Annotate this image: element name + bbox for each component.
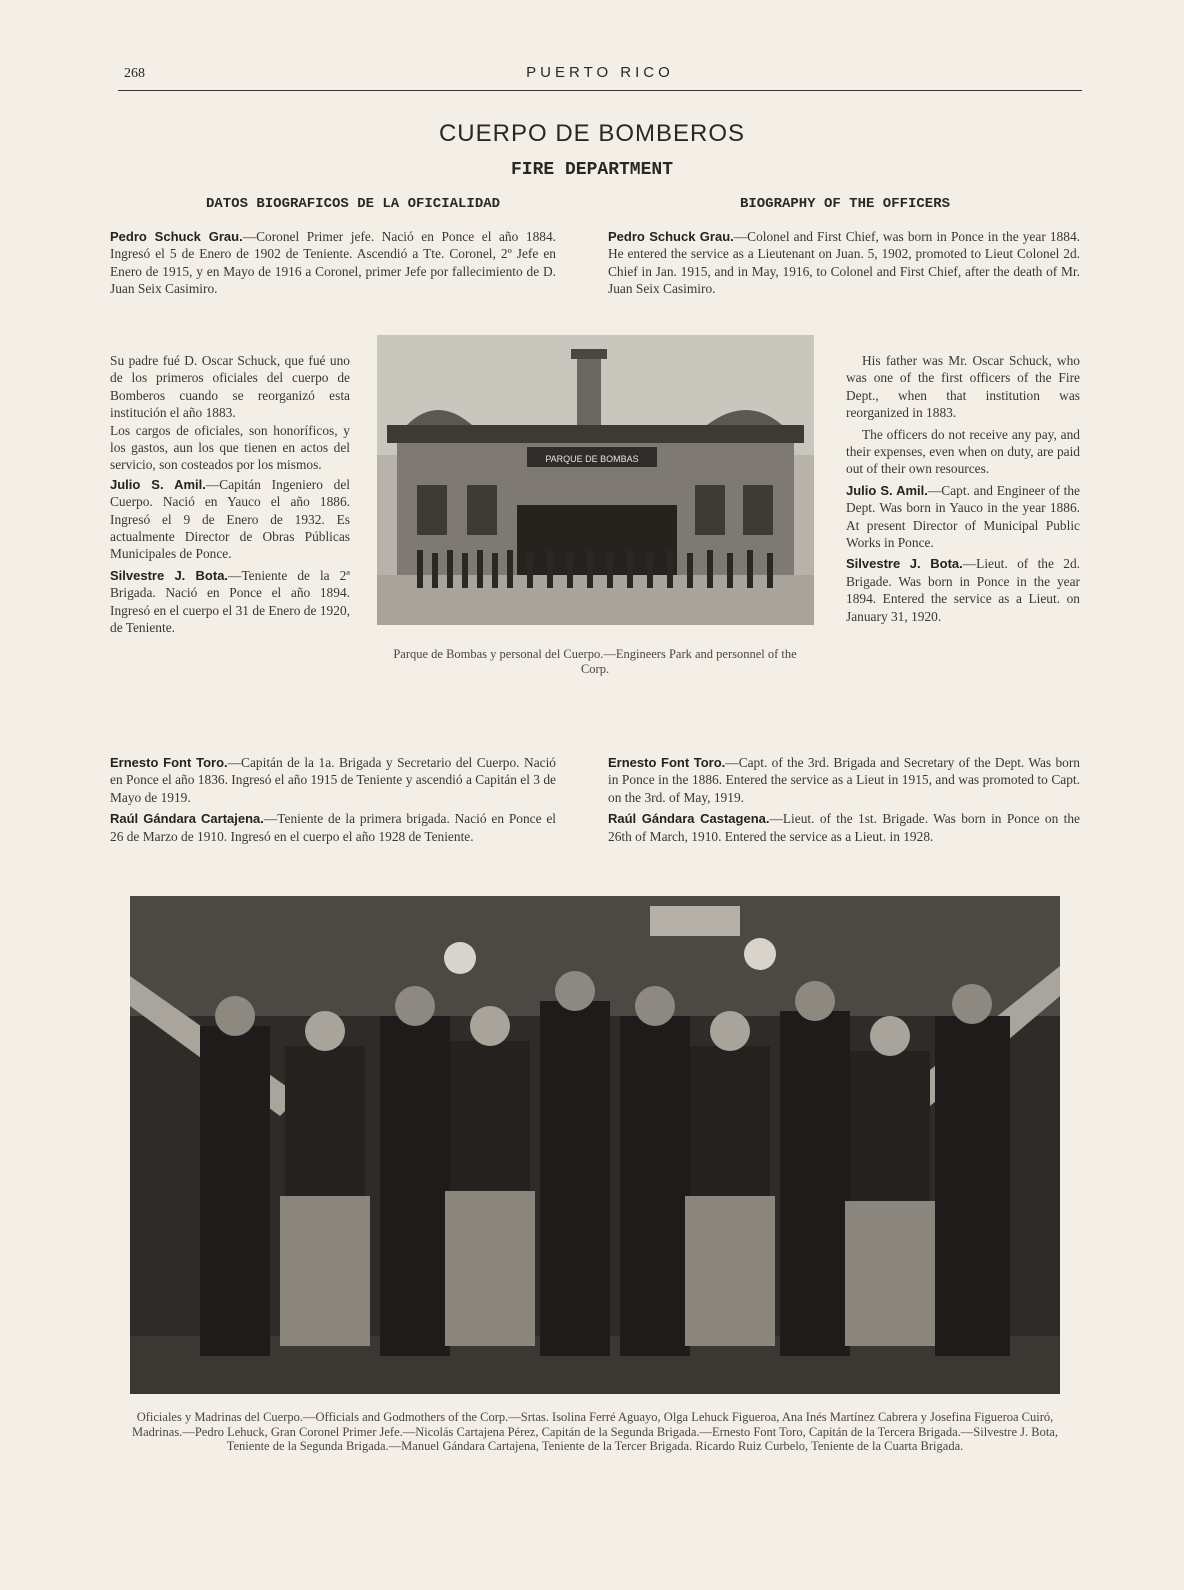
bio-es-schuck-top — [110, 228, 556, 298]
spanish-heading: DATOS BIOGRAFICOS DE LA OFICIALIDAD — [205, 196, 501, 212]
bio-es-schuck-text: —Coronel Primer jefe. Nació en Ponce el año 1884. Ingresó el 5 de Enero de 1902 de Teniente. Ascendió a Tte. Coronel, 2º Jefe en Enero de 1915, y en Mayo de 1916 a Coronel, primer Jefe por fallecimiento de D. Juan Seix Casimiro. — [110, 229, 556, 297]
officials-group-caption: Oficiales y Madrinas del Cuerpo.—Officials and Godmothers of the Corp.—Srtas. Isolina Ferré Aguayo, Olga Lehuck Figueroa, Ana Inés Martínez Cabrera y Josefina Figueroa Cuiró, Madrinas.—Pedro Lehuck, Gran Coronel Primer Jefe.—Nicolás Cartajena Pérez, Capitán de la Segunda Brigada.—Ernesto Font Toro, Capitán de la Tercera Brigada.—Silvestre J. Bota, Teniente de la Segunda Brigada.—Manuel Gándara Cartajena, Teniente de la Tercer Brigada. Ricardo Ruiz Curbelo, Teniente de la Cuarta Brigada. — [131, 1410, 1058, 1453]
article-subtitle: FIRE DEPARTMENT — [510, 160, 674, 180]
bio-es-gandara-name: Raúl Gándara Cartajena. — [110, 811, 264, 827]
running-head — [118, 62, 1082, 91]
bio-es-gandara-text: —Teniente de la primera brigada. Nació en Ponce el 26 de Marzo de 1910. Ingresó en el cuerpo el año 1928 de Teniente. — [110, 811, 556, 844]
bio-en-bota-text: —Lieut. of the 2d. Brigade. Was born in Ponce in the year 1894. Entered the service as a Lieut. on January 31, 1920. — [846, 556, 1080, 624]
page-number: 268 — [124, 66, 145, 81]
fire-station-caption: Parque de Bombas y personal del Cuerpo.—Engineers Park and personnel of the Corp. — [393, 647, 797, 676]
bio-en-schuck-name: Pedro Schuck Grau. — [608, 229, 734, 244]
bio-es-bota-text: —Teniente de la 2ª Brigada. Nació en Ponce el año 1894. Ingresó en el cuerpo el 31 de Enero de 1920, de Teniente. — [110, 567, 350, 636]
bio-es-amil-name: Julio S. Amil. — [110, 476, 206, 492]
bio-es-amil-text: —Capitán Ingeniero del Cuerpo. Nació en Yauco el año 1886. Ingresó el 9 de Enero de 1932. Es actualmente Director de Obras Públicas Municipales de Ponce. — [110, 476, 350, 562]
bio-en-right-narrow — [846, 298, 1080, 625]
bio-en-font-text: —Capt. of the 3rd. Brigada and Secretary of the Dept. Was born in Ponce in the 1886. Entered the service as a Lieut in 1915, and was promoted to Capt. on the 3rd. of May, 1919. — [608, 755, 1080, 805]
bio-es-lower — [110, 754, 556, 845]
bio-en-gandara-name: Raúl Gándara Castagena. — [608, 811, 770, 827]
bio-en-gandara-text: —Lieut. of the 1st. Brigade. Was born in Ponce on the 26th of March, 1910. Entered the service as a Lieut. in 1928. — [608, 811, 1080, 844]
bio-en-no-pay: The officers do not receive any pay, and their expenses, even when on duty, are paid out of their own resources. — [846, 426, 1080, 477]
bio-es-father: Su padre fué D. Oscar Schuck, que fué uno de los primeros oficiales del cuerpo de Bomberos cuando se reorganizó esta institución el año 1883. — [110, 353, 350, 421]
fire-station-sign: PARQUE DE BOMBAS — [545, 454, 639, 464]
bio-en-bota-name: Silvestre J. Bota. — [846, 556, 963, 572]
officials-group-photo — [130, 896, 1060, 1394]
bio-en-schuck-text: —Colonel and First Chief, was born in Ponce in the year 1884. He entered the service as a Lieutenant on Juan. 5, 1902, promoted to Lieut Colonel 2d. Chief in Jan. 1915, and in May, 1916, to Colonel and First Chief, after the death of Mr. Juan Seix Casimiro. — [608, 229, 1080, 297]
bio-en-amil-name: Julio S. Amil. — [846, 482, 928, 498]
article-title: CUERPO DE BOMBEROS — [438, 120, 746, 147]
bio-es-left-narrow — [110, 298, 350, 637]
journal-title: PUERTO RICO — [526, 64, 674, 81]
officials-group-illustration — [130, 896, 1060, 1394]
bio-en-font-name: Ernesto Font Toro. — [608, 755, 726, 770]
fire-station-photo — [377, 335, 814, 625]
bio-en-father: His father was Mr. Oscar Schuck, who was one of the first officers of the Fire Dept., when that institution was reorganized in 1883. — [846, 353, 1080, 421]
bio-es-honorary: Los cargos de oficiales, son honoríficos, y los gastos, aun los que tienen en actos del servicio, son costeados por los mismos. — [110, 422, 350, 473]
bio-es-font-text: —Capitán de la 1a. Brigada y Secretario del Cuerpo. Nació en Ponce el año 1836. Ingresó el año 1915 de Teniente y ascendió a Capitán el 3 de Mayo de 1919. — [110, 755, 557, 805]
bio-es-schuck-end — [110, 298, 350, 350]
bio-es-font-name: Ernesto Font Toro. — [110, 755, 228, 770]
bio-en-schuck-end — [846, 298, 1080, 350]
english-heading: BIOGRAPHY OF THE OFFICERS — [739, 196, 951, 212]
fire-station-illustration — [377, 335, 814, 625]
bio-en-lower — [608, 754, 1080, 845]
bio-es-bota-name: Silvestre J. Bota. — [110, 567, 229, 583]
bio-en-schuck-top — [608, 228, 1080, 298]
bio-es-schuck-name: Pedro Schuck Grau. — [110, 229, 243, 244]
bio-en-amil-text: —Capt. and Engineer of the Dept. Was born in Yauco in the year 1886. At present Director of Municipal Public Works in Ponce. — [846, 482, 1080, 551]
